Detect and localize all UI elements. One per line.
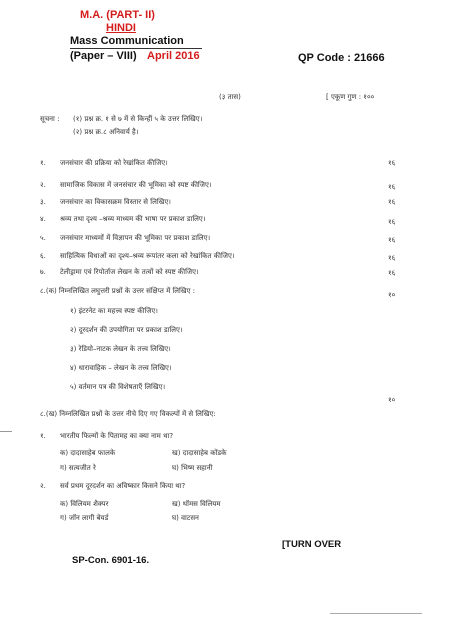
mcq-option: ख) दादासाहेब कोंडके bbox=[172, 449, 227, 457]
q8a-marks: १० bbox=[388, 291, 396, 299]
question-marks: १६ bbox=[388, 218, 396, 226]
question-text: सामाजिक विकास में जनसंचार की भूमिका को स्पष्ट कीजिए। bbox=[60, 181, 212, 189]
mcq-option: क) दादासाहेब फालके bbox=[60, 449, 116, 457]
degree-title: M.A. (PART- II) bbox=[80, 9, 155, 21]
q8b-sub-question: भारतीय फिल्मों के पितामह का क्या नाम था? bbox=[60, 432, 174, 440]
exam-session: April 2016 bbox=[147, 50, 200, 62]
question-text: जनसंचार की प्रक्रिया को रेखांकित कीजिए। bbox=[60, 159, 168, 167]
question-marks: १६ bbox=[388, 183, 396, 191]
q8a-item: २) दूरदर्शन की उपयोगिता पर प्रकाश डालिए। bbox=[70, 326, 183, 334]
question-marks: १६ bbox=[388, 198, 396, 206]
qp-code: QP Code : 21666 bbox=[298, 52, 385, 64]
instruction-item: (२) प्रश्न क्र.८ अनिवार्य है। bbox=[73, 128, 139, 136]
q8a-item: १) इंटरनेट का महत्त्व स्पष्ट कीजिए। bbox=[70, 307, 158, 315]
q8a-item: ३) रेडियो–नाटक लेखन के तत्त्व लिखिए। bbox=[70, 345, 171, 353]
mcq-option: ग) जॉन लागी बेयर्ड bbox=[60, 514, 109, 522]
footer-rule bbox=[330, 613, 422, 614]
question-number: ७. bbox=[40, 268, 46, 276]
question-number: २. bbox=[40, 181, 46, 189]
mcq-option: क) विलियम शैक्पर bbox=[60, 500, 109, 508]
q8a-item: ४) धारावाहिक – लेखन के तत्त्व लिखिए। bbox=[70, 364, 172, 372]
mcq-option: घ) वाटसन bbox=[172, 514, 199, 522]
paper-number: (Paper – VIII) bbox=[70, 50, 137, 62]
subject-title: HINDI bbox=[106, 22, 136, 34]
question-number: ६. bbox=[40, 252, 46, 260]
question-marks: १६ bbox=[388, 159, 396, 167]
q8a-item: ५) वर्तमान पत्र की विशेषताएँ लिखिए। bbox=[70, 383, 166, 391]
question-text: जनसंचार माध्यमों में विज्ञापन की भूमिका पर प्रकाश डालिए। bbox=[60, 234, 211, 242]
paper-code: SP-Con. 6901-16. bbox=[72, 555, 150, 566]
question-number: ३. bbox=[40, 198, 46, 206]
margin-mark bbox=[0, 431, 12, 432]
question-text: साहित्यिक विधाओं का दृश्य–श्रव्य रूपांतर कला को रेखांकित कीजिए। bbox=[60, 252, 235, 260]
question-number: ४. bbox=[40, 215, 46, 223]
q8b-sub-number: १. bbox=[40, 432, 46, 440]
instructions-label: सूचना : bbox=[40, 115, 60, 123]
question-number: १. bbox=[40, 159, 46, 167]
question-marks: १६ bbox=[388, 269, 396, 277]
course-underline bbox=[70, 48, 202, 49]
question-number: ५. bbox=[40, 234, 46, 242]
course-title: Mass Communication bbox=[70, 35, 184, 47]
duration: (३ तास) bbox=[219, 93, 241, 101]
question-text: जनसंचार का विकासक्रम विस्तार से लिखिए। bbox=[60, 198, 171, 206]
mcq-option: ग) सत्यजीत रे bbox=[60, 464, 96, 472]
question-marks: १६ bbox=[388, 236, 396, 244]
q8a-heading: ८.(क) निम्नलिखित लघुत्तरी प्रश्नों के उत्तर संक्षिप्त में लिखिए : bbox=[40, 287, 196, 295]
mcq-option: ख) थॉमस विलियम bbox=[172, 500, 221, 508]
q8b-sub-number: २. bbox=[40, 482, 46, 490]
total-marks: [ एकूण गुण : १०० bbox=[326, 93, 375, 101]
q8b-sub-question: सर्व प्रथम दूरदर्शन का अविष्कार किसने किया था? bbox=[60, 482, 186, 490]
question-text: टेलीड्रामा एवं रिपोर्ताज लेखन के तत्वों को स्पष्ट कीजिए। bbox=[60, 268, 199, 276]
question-marks: १६ bbox=[388, 254, 396, 262]
turn-over: [TURN OVER bbox=[282, 539, 342, 550]
mcq-option: घ) भिष्म सहानी bbox=[172, 464, 213, 472]
question-text: श्रव्य तथा दृश्य –श्रव्य माध्यम की भाषा पर प्रकाश डालिए। bbox=[60, 215, 206, 223]
instruction-item: (१) प्रश्न क्र. १ से ७ में से किन्हीं ५ के उत्तर लिखिए। bbox=[73, 115, 203, 123]
q8b-heading: ८.(ख) निम्नलिखित प्रश्नों के उत्तर नीचे दिए गए विकल्पों में से लिखिए: bbox=[40, 410, 216, 418]
q8b-marks: १० bbox=[388, 396, 396, 404]
